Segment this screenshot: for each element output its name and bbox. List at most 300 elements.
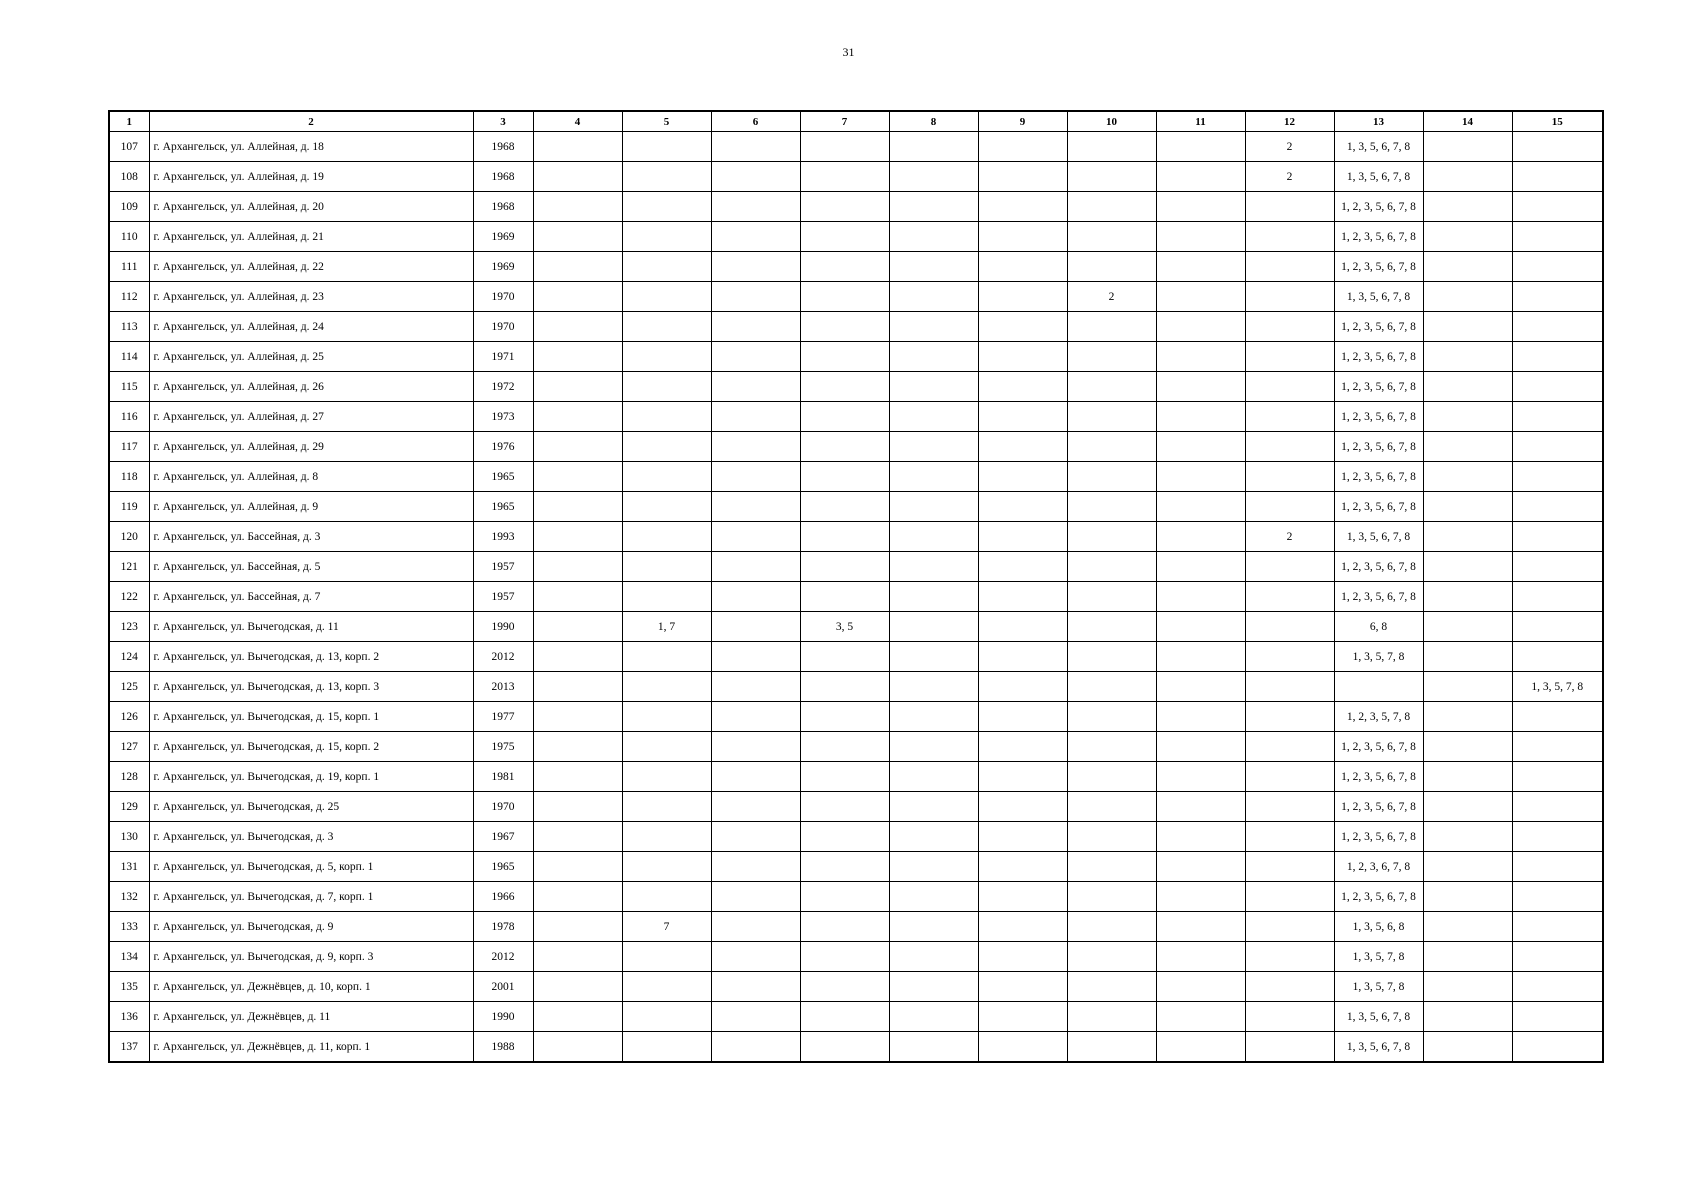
table-cell-col-4 (533, 492, 622, 522)
table-cell-col-8 (889, 1032, 978, 1063)
table-cell-col-13: 1, 2, 3, 5, 6, 7, 8 (1334, 372, 1423, 402)
table-cell-col-2: г. Архангельск, ул. Аллейная, д. 26 (149, 372, 473, 402)
table-cell-col-13: 1, 3, 5, 6, 7, 8 (1334, 282, 1423, 312)
table-row (109, 522, 1603, 552)
table-cell-col-11 (1156, 642, 1245, 672)
table-cell-col-4 (533, 942, 622, 972)
column-header-2: 2 (149, 111, 473, 132)
table-cell-col-7 (800, 792, 889, 822)
table-cell-col-1: 136 (109, 1002, 149, 1032)
table-cell-col-4 (533, 972, 622, 1002)
table-cell-col-15 (1512, 612, 1603, 642)
table-cell-col-3: 2013 (473, 672, 533, 702)
table-cell-col-10 (1067, 222, 1156, 252)
table-cell-col-3: 1977 (473, 702, 533, 732)
table-cell-col-4 (533, 552, 622, 582)
column-header-3: 3 (473, 111, 533, 132)
table-cell-col-3: 1969 (473, 252, 533, 282)
table-row (109, 462, 1603, 492)
table-cell-col-3: 1988 (473, 1032, 533, 1063)
table-cell-col-13: 1, 3, 5, 6, 7, 8 (1334, 522, 1423, 552)
table-cell-col-9 (978, 732, 1067, 762)
table-cell-col-6 (711, 1032, 800, 1063)
table-cell-col-14 (1423, 642, 1512, 672)
table-cell-col-1: 107 (109, 132, 149, 162)
table-cell-col-15 (1512, 912, 1603, 942)
table-cell-col-6 (711, 942, 800, 972)
table-cell-col-13: 1, 2, 3, 5, 6, 7, 8 (1334, 552, 1423, 582)
table-cell-col-10 (1067, 1002, 1156, 1032)
table-cell-col-15 (1512, 432, 1603, 462)
table-cell-col-9 (978, 972, 1067, 1002)
table-cell-col-9 (978, 342, 1067, 372)
table-cell-col-7 (800, 552, 889, 582)
table-cell-col-6 (711, 372, 800, 402)
table-cell-col-3: 1993 (473, 522, 533, 552)
table-cell-col-5 (622, 942, 711, 972)
table-cell-col-3: 1975 (473, 732, 533, 762)
table-cell-col-8 (889, 522, 978, 552)
table-cell-col-3: 1965 (473, 462, 533, 492)
table-cell-col-7 (800, 222, 889, 252)
table-cell-col-6 (711, 162, 800, 192)
table-cell-col-8 (889, 612, 978, 642)
table-cell-col-6 (711, 282, 800, 312)
table-row (109, 762, 1603, 792)
table-cell-col-4 (533, 1002, 622, 1032)
table-row (109, 162, 1603, 192)
table-cell-col-10 (1067, 792, 1156, 822)
table-cell-col-12 (1245, 252, 1334, 282)
table-cell-col-5 (622, 1002, 711, 1032)
table-cell-col-10 (1067, 432, 1156, 462)
table-cell-col-14 (1423, 852, 1512, 882)
table-cell-col-4 (533, 312, 622, 342)
table-cell-col-5 (622, 702, 711, 732)
table-cell-col-1: 124 (109, 642, 149, 672)
table-cell-col-1: 115 (109, 372, 149, 402)
table-cell-col-7 (800, 702, 889, 732)
table-cell-col-3: 1968 (473, 192, 533, 222)
table-cell-col-1: 130 (109, 822, 149, 852)
table-cell-col-12: 2 (1245, 162, 1334, 192)
table-cell-col-3: 1970 (473, 792, 533, 822)
table-cell-col-2: г. Архангельск, ул. Дежнёвцев, д. 11, корп. 1 (149, 1032, 473, 1063)
table-cell-col-9 (978, 222, 1067, 252)
table-cell-col-2: г. Архангельск, ул. Вычегодская, д. 19, корп. 1 (149, 762, 473, 792)
table-cell-col-6 (711, 882, 800, 912)
table-cell-col-12 (1245, 192, 1334, 222)
table-cell-col-9 (978, 942, 1067, 972)
table-cell-col-8 (889, 342, 978, 372)
table-cell-col-1: 126 (109, 702, 149, 732)
table-cell-col-15 (1512, 732, 1603, 762)
table-row (109, 432, 1603, 462)
table-cell-col-15 (1512, 642, 1603, 672)
table-cell-col-4 (533, 372, 622, 402)
table-cell-col-14 (1423, 462, 1512, 492)
table-cell-col-3: 2012 (473, 642, 533, 672)
table-cell-col-4 (533, 612, 622, 642)
table-cell-col-9 (978, 792, 1067, 822)
table-cell-col-2: г. Архангельск, ул. Вычегодская, д. 13, корп. 3 (149, 672, 473, 702)
table-cell-col-5 (622, 282, 711, 312)
table-cell-col-8 (889, 882, 978, 912)
table-cell-col-8 (889, 132, 978, 162)
table-cell-col-13: 1, 2, 3, 5, 6, 7, 8 (1334, 402, 1423, 432)
table-cell-col-2: г. Архангельск, ул. Аллейная, д. 20 (149, 192, 473, 222)
table-cell-col-15 (1512, 852, 1603, 882)
table-cell-col-10 (1067, 372, 1156, 402)
table-cell-col-7: 3, 5 (800, 612, 889, 642)
table-cell-col-1: 129 (109, 792, 149, 822)
table-cell-col-5 (622, 462, 711, 492)
table-cell-col-3: 1966 (473, 882, 533, 912)
table-cell-col-10 (1067, 642, 1156, 672)
table-cell-col-9 (978, 582, 1067, 612)
table-cell-col-2: г. Архангельск, ул. Вычегодская, д. 7, корп. 1 (149, 882, 473, 912)
table-cell-col-1: 112 (109, 282, 149, 312)
table-cell-col-7 (800, 462, 889, 492)
table-cell-col-10 (1067, 1032, 1156, 1063)
table-cell-col-14 (1423, 282, 1512, 312)
table-cell-col-11 (1156, 702, 1245, 732)
table-cell-col-15 (1512, 222, 1603, 252)
table-cell-col-13: 1, 2, 3, 5, 6, 7, 8 (1334, 222, 1423, 252)
table-cell-col-5 (622, 822, 711, 852)
table-cell-col-15 (1512, 342, 1603, 372)
table-cell-col-5 (622, 732, 711, 762)
table-cell-col-15 (1512, 1002, 1603, 1032)
column-header-12: 12 (1245, 111, 1334, 132)
table-cell-col-5 (622, 792, 711, 822)
table-cell-col-11 (1156, 582, 1245, 612)
table-cell-col-5 (622, 222, 711, 252)
table-cell-col-11 (1156, 132, 1245, 162)
table-cell-col-2: г. Архангельск, ул. Аллейная, д. 25 (149, 342, 473, 372)
table-cell-col-13 (1334, 672, 1423, 702)
table-cell-col-2: г. Архангельск, ул. Вычегодская, д. 15, корп. 2 (149, 732, 473, 762)
table-cell-col-5: 1, 7 (622, 612, 711, 642)
table-cell-col-14 (1423, 372, 1512, 402)
table-cell-col-6 (711, 552, 800, 582)
table-cell-col-10 (1067, 192, 1156, 222)
table-cell-col-1: 108 (109, 162, 149, 192)
table-cell-col-8 (889, 642, 978, 672)
table-cell-col-6 (711, 432, 800, 462)
table-cell-col-8 (889, 912, 978, 942)
table-cell-col-14 (1423, 822, 1512, 852)
table-cell-col-4 (533, 402, 622, 432)
column-header-13: 13 (1334, 111, 1423, 132)
table-cell-col-8 (889, 702, 978, 732)
table-cell-col-10 (1067, 702, 1156, 732)
table-cell-col-5 (622, 192, 711, 222)
table-cell-col-13: 1, 3, 5, 6, 7, 8 (1334, 1002, 1423, 1032)
table-cell-col-9 (978, 372, 1067, 402)
table-cell-col-11 (1156, 192, 1245, 222)
table-cell-col-6 (711, 852, 800, 882)
table-cell-col-3: 1957 (473, 582, 533, 612)
table-cell-col-6 (711, 912, 800, 942)
table-cell-col-4 (533, 762, 622, 792)
table-cell-col-11 (1156, 882, 1245, 912)
table-cell-col-6 (711, 822, 800, 852)
table-cell-col-12 (1245, 702, 1334, 732)
table-cell-col-13: 1, 3, 5, 6, 8 (1334, 912, 1423, 942)
table-cell-col-5 (622, 552, 711, 582)
table-cell-col-12 (1245, 282, 1334, 312)
table-cell-col-14 (1423, 432, 1512, 462)
table-cell-col-4 (533, 1032, 622, 1063)
table-cell-col-15 (1512, 552, 1603, 582)
table-cell-col-1: 114 (109, 342, 149, 372)
table-cell-col-13: 1, 2, 3, 5, 7, 8 (1334, 702, 1423, 732)
table-cell-col-11 (1156, 822, 1245, 852)
table-cell-col-7 (800, 1002, 889, 1032)
table-cell-col-10 (1067, 132, 1156, 162)
table-cell-col-4 (533, 822, 622, 852)
table-cell-col-2: г. Архангельск, ул. Вычегодская, д. 5, корп. 1 (149, 852, 473, 882)
table-row (109, 732, 1603, 762)
table-cell-col-7 (800, 672, 889, 702)
table-row (109, 222, 1603, 252)
table-cell-col-9 (978, 432, 1067, 462)
page-number: 31 (842, 45, 855, 59)
table-cell-col-4 (533, 132, 622, 162)
table-row (109, 132, 1603, 162)
table-cell-col-8 (889, 162, 978, 192)
table-cell-col-2: г. Архангельск, ул. Вычегодская, д. 25 (149, 792, 473, 822)
table-cell-col-1: 122 (109, 582, 149, 612)
table-cell-col-2: г. Архангельск, ул. Аллейная, д. 18 (149, 132, 473, 162)
table-cell-col-8 (889, 972, 978, 1002)
table-cell-col-2: г. Архангельск, ул. Вычегодская, д. 11 (149, 612, 473, 642)
table-cell-col-7 (800, 372, 889, 402)
table-cell-col-15: 1, 3, 5, 7, 8 (1512, 672, 1603, 702)
table-cell-col-6 (711, 222, 800, 252)
column-header-5: 5 (622, 111, 711, 132)
table-cell-col-5 (622, 972, 711, 1002)
table-cell-col-11 (1156, 912, 1245, 942)
table-cell-col-8 (889, 432, 978, 462)
table-cell-col-3: 1971 (473, 342, 533, 372)
table-cell-col-6 (711, 402, 800, 432)
table-cell-col-1: 132 (109, 882, 149, 912)
table-cell-col-14 (1423, 882, 1512, 912)
table-cell-col-7 (800, 162, 889, 192)
table-cell-col-13: 1, 2, 3, 5, 6, 7, 8 (1334, 582, 1423, 612)
table-cell-col-7 (800, 432, 889, 462)
table-cell-col-12 (1245, 402, 1334, 432)
column-header-9: 9 (978, 111, 1067, 132)
table-cell-col-11 (1156, 792, 1245, 822)
table-cell-col-12 (1245, 912, 1334, 942)
table-cell-col-14 (1423, 1002, 1512, 1032)
table-cell-col-12 (1245, 882, 1334, 912)
table-cell-col-7 (800, 582, 889, 612)
table-cell-col-10 (1067, 162, 1156, 192)
table-cell-col-12 (1245, 792, 1334, 822)
table-cell-col-10 (1067, 732, 1156, 762)
table-cell-col-9 (978, 882, 1067, 912)
table-cell-col-7 (800, 522, 889, 552)
table-cell-col-15 (1512, 192, 1603, 222)
table-cell-col-14 (1423, 912, 1512, 942)
table-cell-col-14 (1423, 402, 1512, 432)
table-cell-col-1: 110 (109, 222, 149, 252)
table-cell-col-15 (1512, 792, 1603, 822)
table-cell-col-8 (889, 462, 978, 492)
table-cell-col-12 (1245, 822, 1334, 852)
table-cell-col-12 (1245, 852, 1334, 882)
column-header-14: 14 (1423, 111, 1512, 132)
table-cell-col-14 (1423, 762, 1512, 792)
table-cell-col-11 (1156, 522, 1245, 552)
table-cell-col-7 (800, 282, 889, 312)
table-cell-col-10 (1067, 852, 1156, 882)
table-body (109, 132, 1603, 1063)
table-cell-col-12 (1245, 492, 1334, 522)
table-cell-col-14 (1423, 972, 1512, 1002)
table-cell-col-12 (1245, 582, 1334, 612)
table-cell-col-7 (800, 132, 889, 162)
table-cell-col-15 (1512, 582, 1603, 612)
table-cell-col-13: 1, 2, 3, 5, 6, 7, 8 (1334, 252, 1423, 282)
table-cell-col-9 (978, 1032, 1067, 1063)
table-cell-col-8 (889, 762, 978, 792)
table-cell-col-11 (1156, 552, 1245, 582)
table-cell-col-12 (1245, 462, 1334, 492)
table-cell-col-11 (1156, 312, 1245, 342)
table-row (109, 282, 1603, 312)
table-cell-col-11 (1156, 1002, 1245, 1032)
table-row (109, 882, 1603, 912)
table-cell-col-12 (1245, 612, 1334, 642)
table-cell-col-8 (889, 732, 978, 762)
table-cell-col-6 (711, 972, 800, 1002)
table-cell-col-11 (1156, 162, 1245, 192)
table-cell-col-2: г. Архангельск, ул. Аллейная, д. 22 (149, 252, 473, 282)
table-cell-col-12 (1245, 672, 1334, 702)
table-row (109, 822, 1603, 852)
table-cell-col-11 (1156, 612, 1245, 642)
table-cell-col-7 (800, 312, 889, 342)
table-cell-col-12 (1245, 972, 1334, 1002)
table-cell-col-11 (1156, 1032, 1245, 1063)
table-cell-col-12 (1245, 1032, 1334, 1063)
table-cell-col-5 (622, 1032, 711, 1063)
table-row (109, 402, 1603, 432)
table-cell-col-15 (1512, 822, 1603, 852)
table-cell-col-11 (1156, 672, 1245, 702)
table-cell-col-15 (1512, 402, 1603, 432)
table-cell-col-10 (1067, 402, 1156, 432)
table-cell-col-13: 1, 2, 3, 5, 6, 7, 8 (1334, 492, 1423, 522)
table-cell-col-9 (978, 612, 1067, 642)
buildings-table (108, 110, 1604, 1063)
table-cell-col-2: г. Архангельск, ул. Аллейная, д. 29 (149, 432, 473, 462)
table-cell-col-5 (622, 162, 711, 192)
table-cell-col-12 (1245, 552, 1334, 582)
table-cell-col-3: 2012 (473, 942, 533, 972)
table-cell-col-14 (1423, 312, 1512, 342)
table-row (109, 672, 1603, 702)
table-cell-col-8 (889, 252, 978, 282)
table-cell-col-14 (1423, 342, 1512, 372)
column-header-4: 4 (533, 111, 622, 132)
table-cell-col-8 (889, 582, 978, 612)
table-cell-col-9 (978, 462, 1067, 492)
table-cell-col-9 (978, 702, 1067, 732)
table-cell-col-14 (1423, 522, 1512, 552)
table-cell-col-2: г. Архангельск, ул. Аллейная, д. 27 (149, 402, 473, 432)
table-cell-col-12 (1245, 642, 1334, 672)
table-cell-col-11 (1156, 942, 1245, 972)
table-cell-col-5 (622, 852, 711, 882)
table-cell-col-3: 1957 (473, 552, 533, 582)
table-cell-col-5 (622, 882, 711, 912)
table-cell-col-7 (800, 402, 889, 432)
table-cell-col-11 (1156, 492, 1245, 522)
table-cell-col-1: 135 (109, 972, 149, 1002)
table-cell-col-8 (889, 1002, 978, 1032)
table-cell-col-15 (1512, 762, 1603, 792)
table-cell-col-9 (978, 762, 1067, 792)
table-cell-col-1: 123 (109, 612, 149, 642)
table-cell-col-1: 128 (109, 762, 149, 792)
table-cell-col-2: г. Архангельск, ул. Бассейная, д. 5 (149, 552, 473, 582)
table-cell-col-13: 1, 2, 3, 5, 6, 7, 8 (1334, 342, 1423, 372)
table-cell-col-8 (889, 552, 978, 582)
table-cell-col-10: 2 (1067, 282, 1156, 312)
table-row (109, 642, 1603, 672)
table-row (109, 342, 1603, 372)
table-cell-col-15 (1512, 462, 1603, 492)
table-cell-col-7 (800, 732, 889, 762)
table-cell-col-14 (1423, 672, 1512, 702)
table-cell-col-1: 133 (109, 912, 149, 942)
table-cell-col-9 (978, 852, 1067, 882)
table-cell-col-13: 1, 2, 3, 6, 7, 8 (1334, 852, 1423, 882)
table-cell-col-6 (711, 642, 800, 672)
table-cell-col-10 (1067, 462, 1156, 492)
table-cell-col-12 (1245, 372, 1334, 402)
table-cell-col-9 (978, 552, 1067, 582)
table-cell-col-9 (978, 642, 1067, 672)
table-cell-col-9 (978, 1002, 1067, 1032)
table-cell-col-13: 1, 2, 3, 5, 6, 7, 8 (1334, 432, 1423, 462)
table-cell-col-14 (1423, 732, 1512, 762)
table-cell-col-1: 109 (109, 192, 149, 222)
table-cell-col-7 (800, 492, 889, 522)
table-cell-col-12 (1245, 762, 1334, 792)
table-cell-col-2: г. Архангельск, ул. Вычегодская, д. 9 (149, 912, 473, 942)
table-cell-col-9 (978, 192, 1067, 222)
table-cell-col-12: 2 (1245, 522, 1334, 552)
table-cell-col-13: 1, 3, 5, 7, 8 (1334, 642, 1423, 672)
table-cell-col-5 (622, 582, 711, 612)
table-cell-col-1: 116 (109, 402, 149, 432)
table-cell-col-1: 120 (109, 522, 149, 552)
table-cell-col-7 (800, 762, 889, 792)
table-cell-col-11 (1156, 732, 1245, 762)
table-cell-col-7 (800, 1032, 889, 1063)
table-cell-col-12 (1245, 312, 1334, 342)
table-row (109, 852, 1603, 882)
table-cell-col-12 (1245, 432, 1334, 462)
column-header-6: 6 (711, 111, 800, 132)
